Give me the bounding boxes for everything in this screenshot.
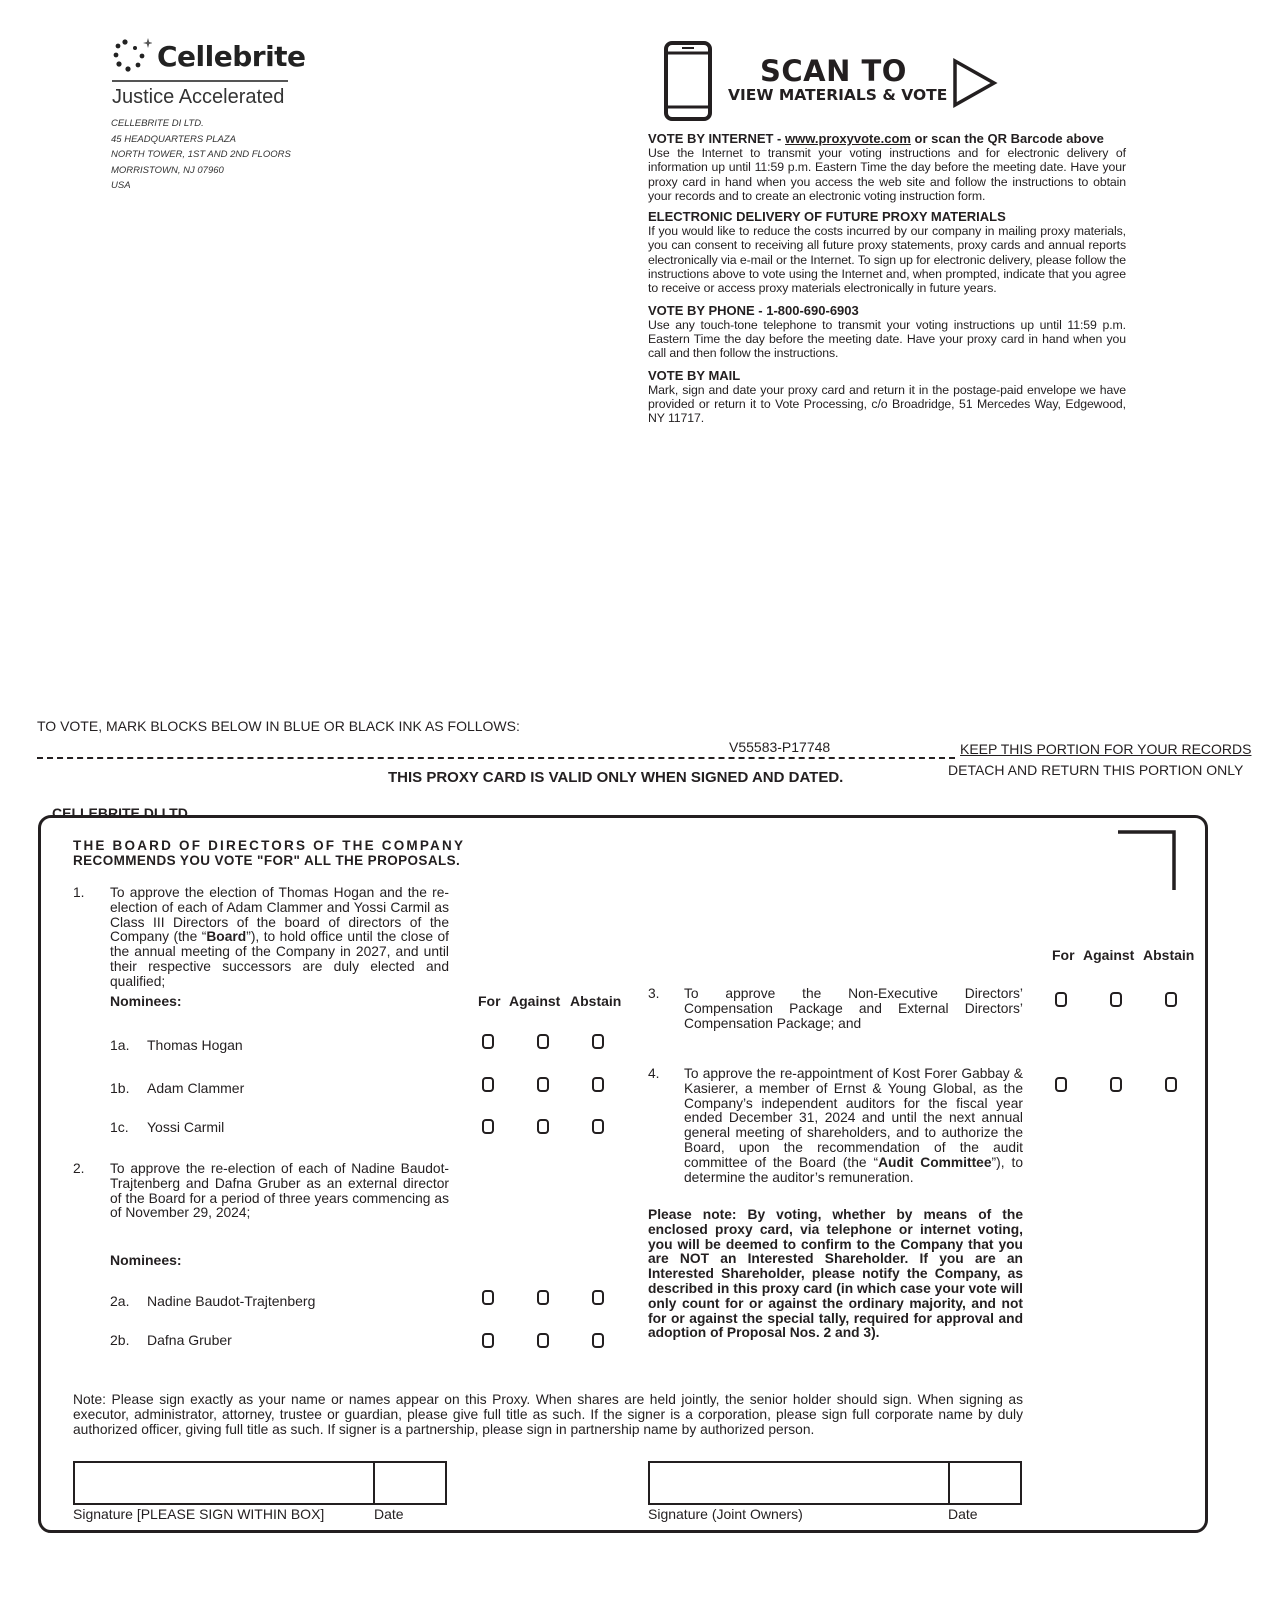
address-line: MORRISTOWN, NJ 07960 <box>111 164 224 176</box>
phone-heading: VOTE BY PHONE - 1-800-690-6903 <box>648 302 859 318</box>
play-arrow-icon <box>952 58 998 108</box>
vote-1b-abstain-checkbox[interactable] <box>592 1077 604 1092</box>
col-against-right: Against <box>1083 947 1135 963</box>
mail-heading: VOTE BY MAIL <box>648 367 741 383</box>
vote-1b-against-checkbox[interactable] <box>537 1077 549 1092</box>
vote-4-against-checkbox[interactable] <box>1110 1077 1122 1092</box>
address-line: USA <box>111 180 131 191</box>
vote-1a-abstain-checkbox[interactable] <box>592 1034 604 1049</box>
vote-1c-for-checkbox[interactable] <box>482 1119 494 1134</box>
joint-date-label: Date <box>948 1506 978 1522</box>
joint-signature-label: Signature (Joint Owners) <box>648 1506 803 1522</box>
board-rec-line2: RECOMMENDS YOU VOTE "FOR" ALL THE PROPOSALS. <box>73 853 461 868</box>
phone-icon <box>664 41 712 121</box>
nominee-2a-number: 2a. <box>110 1293 130 1309</box>
vote-3-against-checkbox[interactable] <box>1110 992 1122 1007</box>
internet-heading-suffix: or scan the QR Barcode above <box>910 131 1104 146</box>
proposal-4-text-b: ”), to determine the auditor’s remuneration. <box>684 1154 1023 1185</box>
brand-name: Cellebrite <box>157 40 306 73</box>
valid-notice: THIS PROXY CARD IS VALID ONLY WHEN SIGNED AND DATED. <box>388 769 844 786</box>
nominee-1a-number: 1a. <box>110 1037 130 1053</box>
date-box[interactable] <box>373 1461 447 1505</box>
scan-subtitle: VIEW MATERIALS & VOTE <box>728 86 948 104</box>
nominee-2b-number: 2b. <box>110 1332 130 1348</box>
nominee-2b-name: Dafna Gruber <box>147 1332 232 1348</box>
col-abstain-left: Abstain <box>570 993 622 1009</box>
proposal-1-text-a: To approve the election of Thomas Hogan and the re-election of each of Adam Clammer and Yossi Carmil as Class III Directors of the board of directors of the Company (the “ <box>110 885 449 945</box>
proposal-3-number: 3. <box>648 986 660 1001</box>
vote-3-abstain-checkbox[interactable] <box>1165 992 1177 1007</box>
col-abstain-right: Abstain <box>1143 947 1195 963</box>
nominee-1b-number: 1b. <box>110 1080 130 1096</box>
proposal-2-text: To approve the re-election of each of Nadine Baudot-Trajtenberg and Dafna Gruber as an external director of the Board for a period of three years commencing as of November 29, 2024; <box>110 1161 449 1221</box>
nominee-1a-name: Thomas Hogan <box>147 1037 243 1053</box>
company-address <box>111 116 291 194</box>
nominee-1b-name: Adam Clammer <box>147 1080 245 1096</box>
vote-2b-abstain-checkbox[interactable] <box>592 1333 604 1348</box>
proposal-4-text-a: To approve the re-appointment of Kost Forer Gabbay & Kasierer, a member of Ernst & Young Global, as the Company’s independent auditors for the fiscal year ended December 31, 2024 and until the next annual general meeting of shareholders, and to authorize the Board, upon the recommendation of the audit committee of the Board (the “ <box>684 1066 1023 1170</box>
date-label: Date <box>374 1506 404 1522</box>
address-line: 45 HEADQUARTERS PLAZA <box>111 133 236 145</box>
joint-signature-box[interactable] <box>648 1461 950 1505</box>
board-rec-line1: THE BOARD OF DIRECTORS OF THE COMPANY <box>73 838 466 853</box>
cellebrite-dots-icon <box>112 36 152 76</box>
return-portion-text: DETACH AND RETURN THIS PORTION ONLY <box>948 762 1244 778</box>
proposal-1-number: 1. <box>73 885 85 900</box>
signature-label: Signature [PLEASE SIGN WITHIN BOX] <box>73 1506 325 1522</box>
corner-mark-icon <box>1116 830 1178 892</box>
vote-2b-for-checkbox[interactable] <box>482 1333 494 1348</box>
detach-line <box>37 757 955 759</box>
nominees-heading-1: Nominees: <box>110 993 182 1009</box>
mark-instruction: TO VOTE, MARK BLOCKS BELOW IN BLUE OR BLACK INK AS FOLLOWS: <box>37 718 520 734</box>
proposal-4-text-bold: Audit Committee <box>878 1154 992 1170</box>
proposal-1-text-bold: Board <box>206 929 247 945</box>
proposal-1-text-b: ”), to hold office until the close of the annual meeting of the Company in 2027, and until their respective successors are duly elected and qualified; <box>110 929 449 989</box>
electronic-text: If you would like to reduce the costs incurred by our company in mailing proxy materials, you can consent to receiving all future proxy statements, proxy cards and annual reports electronically via e-mail or the Internet. To sign up for electronic delivery, please follow the instructions above to vote using the Internet and, when prompted, indicate that you agree to receive or access proxy materials electronically in future years. <box>648 224 1126 296</box>
vote-2b-against-checkbox[interactable] <box>537 1333 549 1348</box>
nominee-2a-name: Nadine Baudot-Trajtenberg <box>147 1293 316 1309</box>
vote-4-for-checkbox[interactable] <box>1055 1077 1067 1092</box>
signature-box[interactable] <box>73 1461 375 1505</box>
address-line: CELLEBRITE DI LTD. <box>111 118 204 129</box>
joint-date-box[interactable] <box>948 1461 1022 1505</box>
phone-text: Use any touch-tone telephone to transmit your voting instructions up until 11:59 p.m. Eastern Time the day before the meeting date. Have your proxy card in hand when you call and then follow the instructions. <box>648 317 1126 361</box>
nominee-1c-name: Yossi Carmil <box>147 1119 225 1135</box>
address-line: NORTH TOWER, 1ST AND 2ND FLOORS <box>111 149 291 160</box>
scan-title: SCAN TO <box>760 54 907 88</box>
internet-heading <box>648 132 1126 146</box>
control-code: V55583-P17748 <box>729 739 831 755</box>
nominee-1c-number: 1c. <box>110 1119 129 1135</box>
vote-2a-against-checkbox[interactable] <box>537 1290 549 1305</box>
signing-instructions: Note: Please sign exactly as your name or names appear on this Proxy. When shares are held jointly, the senior holder should sign. When signing as executor, administrator, attorney, trustee or guardian, please give full title as such. If the signer is a corporation, please sign full corporate name by duly authorized officer, giving full title as such. If signer is a partnership, please sign in partnership name by authorized person. <box>73 1392 1023 1437</box>
keep-portion-text: KEEP THIS PORTION FOR YOUR RECORDS <box>960 741 1252 757</box>
vote-2a-for-checkbox[interactable] <box>482 1290 494 1305</box>
internet-text: Use the Internet to transmit your voting instructions and for electronic delivery of information up until 11:59 p.m. Eastern Time the day before the meeting date. Have your proxy card in hand when you access the web site and follow the instructions to obtain your records and to create an electronic voting instruction form. <box>648 146 1126 203</box>
proposal-4-text <box>684 1067 1023 1185</box>
proposal-3-text: To approve the Non-Executive Directors’ Compensation Package and External Directors’ Compensation Package; and <box>684 986 1023 1031</box>
proposal-4-number: 4. <box>648 1066 660 1081</box>
vote-2a-abstain-checkbox[interactable] <box>592 1290 604 1305</box>
vote-4-abstain-checkbox[interactable] <box>1165 1077 1177 1092</box>
interested-shareholder-note: Please note: By voting, whether by means of the enclosed proxy card, via telephone or internet voting, you will be deemed to confirm to the Company that you are NOT an Interested Shareholder. If you are an Interested Shareholder, please notify the Company, as described in this proxy card (in which case your vote will only count for or against the ordinary majority, and not for or against the special tally, required for approval and adoption of Proposal Nos. 2 and 3). <box>648 1207 1023 1341</box>
brand-tagline: Justice Accelerated <box>112 86 285 108</box>
col-against-left: Against <box>509 993 561 1009</box>
col-for-right: For <box>1052 947 1075 963</box>
electronic-heading: ELECTRONIC DELIVERY OF FUTURE PROXY MATERIALS <box>648 209 1006 225</box>
nominees-heading-2: Nominees: <box>110 1252 182 1268</box>
vote-1a-against-checkbox[interactable] <box>537 1034 549 1049</box>
logo-divider <box>112 80 288 82</box>
internet-heading-prefix: VOTE BY INTERNET - <box>648 131 785 146</box>
proposal-1-text <box>110 886 449 990</box>
card-company-name: CELLEBRITE DI LTD. <box>52 805 192 821</box>
proposal-2-number: 2. <box>73 1161 85 1176</box>
vote-3-for-checkbox[interactable] <box>1055 992 1067 1007</box>
proxyvote-link[interactable]: www.proxyvote.com <box>785 131 911 146</box>
col-for-left: For <box>478 993 501 1009</box>
board-recommendation <box>73 838 465 868</box>
voting-instructions <box>648 132 1126 425</box>
vote-1b-for-checkbox[interactable] <box>482 1077 494 1092</box>
vote-1c-abstain-checkbox[interactable] <box>592 1119 604 1134</box>
vote-1a-for-checkbox[interactable] <box>482 1034 494 1049</box>
mail-text: Mark, sign and date your proxy card and return it in the postage-paid envelope we have provided or return it to Vote Processing, c/o Broadridge, 51 Mercedes Way, Edgewood, NY 11717. <box>648 382 1126 426</box>
vote-1c-against-checkbox[interactable] <box>537 1119 549 1134</box>
